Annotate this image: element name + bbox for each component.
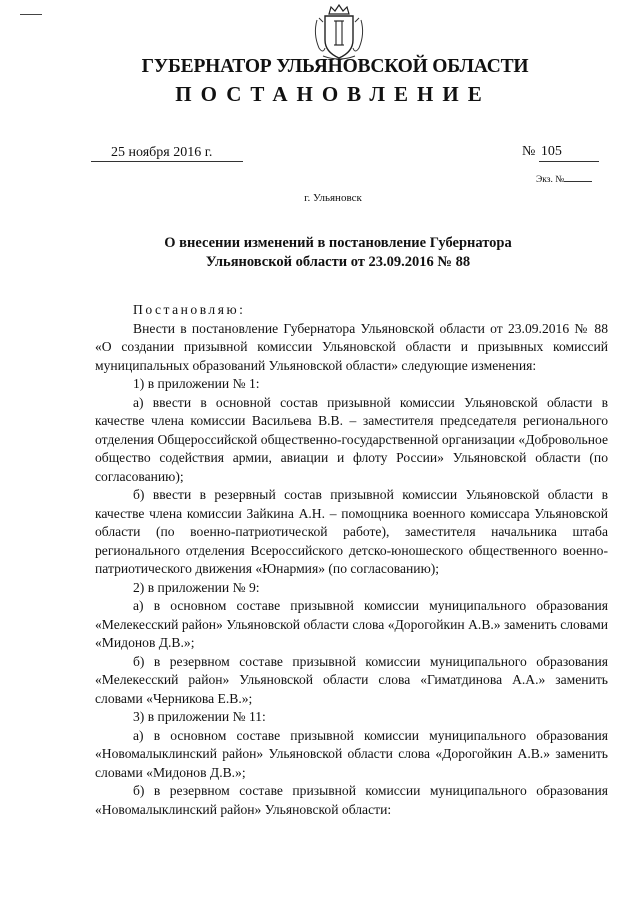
city-name: г. Ульяновск [304, 192, 362, 204]
body-paragraph: а) в основном составе призывной комиссии муниципального образования «Новомалыклинский район» Ульяновской области слова «Дорогойкин А.В.» заменить словами «Мидонов Д.В.»; [95, 727, 608, 780]
body-paragraph: а) в основном составе призывной комиссии муниципального образования «Мелекесский район» Ульяновской области слова «Дорогойкин А.В.» заменить словами «Мидонов Д.В.»; [95, 598, 608, 650]
body-paragraph: б) в резервном составе призывной комиссии муниципального образования «Мелекесский район» Ульяновской области слова «Гиматдинова А.А.» заменить словами «Черникова Е.В.»; [95, 653, 608, 706]
number-sign: № [522, 144, 536, 159]
governor-title: ГУБЕРНАТОР УЛЬЯНОВСКОЙ ОБЛАСТИ [141, 56, 529, 77]
body-paragraph: б) ввести в резервный состав призывной комиссии Ульяновской области в качестве члена комиссии Зайкина А.Н. – помощника военного комиссара Ульяновской области (по военно-патриотической работе), заместителя начальника штаба регионального отделения Всероссийского детско-юношеского общественного военно-патриотического движения «Юнармия» (по согласованию); [95, 487, 608, 576]
body-paragraph: 3) в приложении № 11: [133, 709, 266, 724]
corner-mark [20, 14, 42, 15]
coat-of-arms-emblem [311, 4, 367, 62]
document-body [95, 301, 608, 819]
body-paragraph: Постановляю: [133, 302, 246, 317]
subject-line-1: О внесении изменений в постановление Губернатора [164, 235, 512, 251]
number-value: 105 [539, 143, 599, 162]
document-type-title: ПОСТАНОВЛЕНИЕ [175, 82, 491, 106]
document-number [522, 143, 599, 161]
document-subject [0, 234, 640, 272]
body-paragraph: Внести в постановление Губернатора Ульяновской области от 23.09.2016 № 88 «О создании призывной комиссии Ульяновской области и призывных комиссий муниципальных образований Ульяновской области» следующие изменения: [95, 320, 608, 373]
body-paragraph: 2) в приложении № 9: [133, 579, 260, 595]
copy-number-blank [564, 172, 592, 182]
copy-label: Экз. № [536, 175, 565, 185]
subject-line-2: Ульяновской области от 23.09.2016 № 88 [205, 254, 471, 270]
copy-number [536, 172, 592, 185]
body-paragraph: а) ввести в основной состав призывной комиссии Ульяновской области в качестве члена комиссии Васильева В.В. – заместителя председателя регионального отделения Общероссийской общественно-государственной организации «Добровольное общество содействия армии, авиации и флоту России» Ульяновской области (по согласованию); [95, 394, 608, 484]
body-paragraph: 1) в приложении № 1: [133, 376, 260, 391]
body-paragraph: б) в резервном составе призывной комиссии муниципального образования «Новомалыклинский район» Ульяновской области: [95, 783, 608, 817]
document-date: 25 ноября 2016 г. [91, 144, 243, 162]
